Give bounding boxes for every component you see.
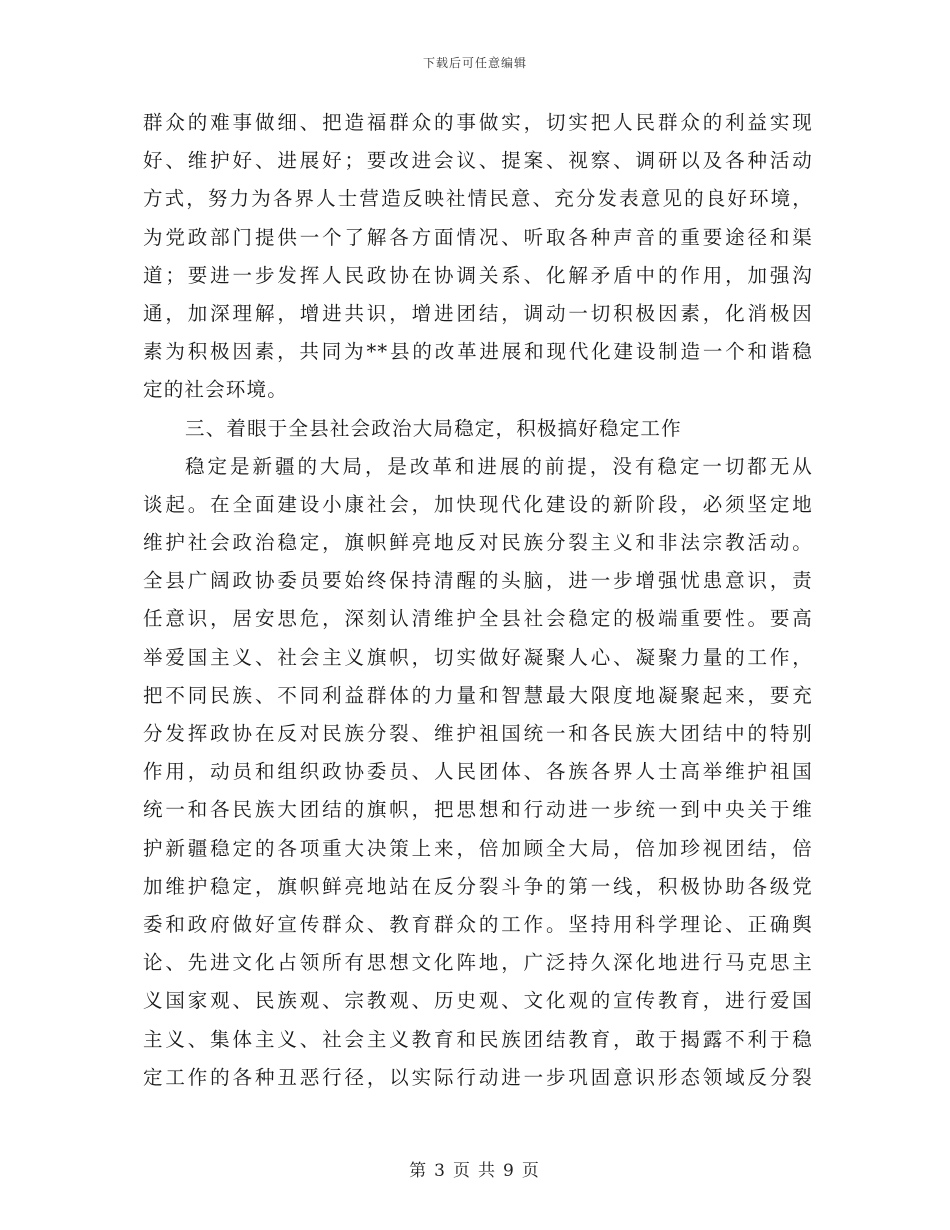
body-line: 论、先进文化占领所有思想文化阵地，广泛持久深化地进行马克思主 bbox=[143, 951, 813, 975]
document-body bbox=[143, 104, 813, 1097]
body-line: 护新疆稳定的各项重大决策上来，倍加顾全大局，倍加珍视团结，倍 bbox=[143, 836, 813, 860]
footer-label-total: 共 bbox=[478, 1161, 497, 1181]
footer-label-page: 第 bbox=[409, 1161, 429, 1181]
body-line: 定工作的各种丑恶行径，以实际行动进一步巩固意识形态领域反分裂 bbox=[143, 1065, 813, 1089]
body-line: 义国家观、民族观、宗教观、历史观、文化观的宣传教育，进行爱国 bbox=[143, 989, 813, 1013]
footer-total-pages: 9 bbox=[503, 1161, 516, 1181]
body-line: 全县广阔政协委员要始终保持清醒的头脑，进一步增强忧患意识，责 bbox=[143, 569, 813, 593]
body-line: 道；要进一步发挥人民政协在协调关系、化解矛盾中的作用，加强沟 bbox=[143, 263, 813, 287]
body-line: 稳定是新疆的大局，是改革和进展的前提，没有稳定一切都无从 bbox=[185, 454, 813, 478]
body-line: 维护社会政治稳定，旗帜鲜亮地反对民族分裂主义和非法宗教活动。 bbox=[143, 531, 813, 555]
page-number-footer bbox=[0, 1156, 950, 1181]
page-header: 下载后可任意编辑 bbox=[422, 56, 527, 70]
body-line: 作用，动员和组织政协委员、人民团体、各族各界人士高举维护祖国 bbox=[143, 760, 813, 784]
body-line: 好、维护好、进展好；要改进会议、提案、视察、调研以及各种活动 bbox=[143, 149, 813, 173]
body-line: 群众的难事做细、把造福群众的事做实，切实把人民群众的利益实现 bbox=[143, 111, 813, 134]
body-line: 委和政府做好宣传群众、教育群众的工作。坚持用科学理论、正确舆 bbox=[143, 912, 813, 936]
footer-current-page: 3 bbox=[434, 1161, 447, 1181]
body-line: 把不同民族、不同利益群体的力量和智慧最大限度地凝聚起来，要充 bbox=[143, 683, 813, 707]
body-line: 谈起。在全面建设小康社会，加快现代化建设的新阶段，必须坚定地 bbox=[143, 492, 813, 516]
footer-label-total-unit: 页 bbox=[521, 1161, 541, 1181]
footer-label-page-unit: 页 bbox=[453, 1161, 472, 1181]
body-line: 素为积极因素，共同为**县的改革进展和现代化建设制造一个和谐稳 bbox=[143, 340, 813, 364]
body-line: 为党政部门提供一个了解各方面情况、听取各种声音的重要途径和渠 bbox=[143, 225, 813, 249]
body-line: 统一和各民族大团结的旗帜，把思想和行动进一步统一到中央关于维 bbox=[143, 798, 813, 822]
body-line: 方式，努力为各界人士营造反映社情民意、充分发表意见的良好环境， bbox=[143, 187, 813, 211]
body-line: 通，加深理解，增进共识，增进团结，调动一切积极因素，化消极因 bbox=[143, 301, 813, 325]
body-line: 分发挥政协在反对民族分裂、维护祖国统一和各民族大团结中的特别 bbox=[143, 722, 813, 745]
body-line: 主义、集体主义、社会主义教育和民族团结教育，敢于揭露不利于稳 bbox=[143, 1027, 813, 1051]
body-line: 加维护稳定，旗帜鲜亮地站在反分裂斗争的第一线，积极协助各级党 bbox=[143, 874, 813, 898]
section-heading: 三、着眼于全县社会政治大局稳定，积极搞好稳定工作 bbox=[185, 416, 682, 440]
body-line: 定的社会环境。 bbox=[143, 378, 288, 402]
body-line: 举爱国主义、社会主义旗帜，切实做好凝聚人心、凝聚力量的工作， bbox=[143, 645, 813, 669]
body-line: 任意识，居安思危，深刻认清维护全县社会稳定的极端重要性。要高 bbox=[143, 607, 813, 631]
